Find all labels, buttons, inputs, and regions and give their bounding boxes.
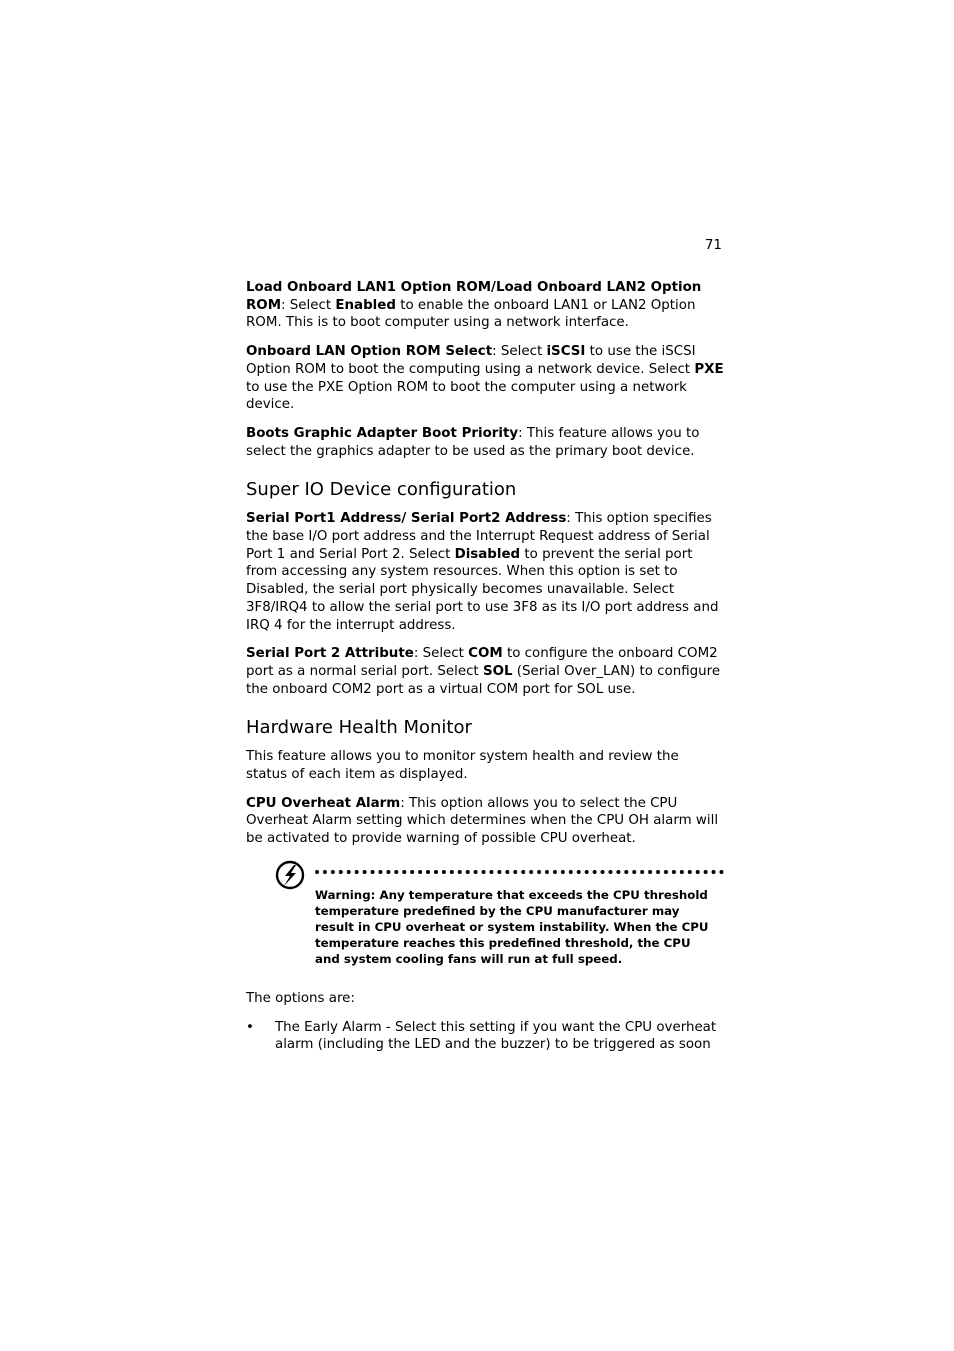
keyword-disabled: Disabled — [454, 546, 521, 562]
paragraph-lan-option-rom: Load Onboard LAN1 Option ROM/Load Onboard LAN2 Option ROM: Select Enabled to enable the onboard LAN1 or LAN2 Option ROM. This is to boot computer using a network interface. — [246, 280, 702, 331]
keyword-enabled: Enabled — [335, 297, 396, 313]
bullet: • — [246, 1019, 254, 1035]
list-item — [246, 1019, 724, 1054]
heading-hardware-health-monitor: Hardware Health Monitor — [246, 717, 472, 739]
page-number: 71 — [704, 237, 722, 253]
warning-text: Warning: Any temperature that exceeds the CPU threshold temperature predefined by the CPU manufacturer may result in CPU overheat or system instability. When the CPU temperature reaches this predefined threshold, the CPU and system cooling fans will run at full speed. — [315, 887, 709, 966]
options-list — [246, 1019, 724, 1054]
paragraph-graphic-adapter: Boots Graphic Adapter Boot Priority: This feature allows you to select the graphics adapter to be used as the primary boot device. — [246, 425, 700, 459]
term-lan-option-rom-select: Onboard LAN Option ROM Select — [246, 344, 493, 360]
term-serial-address: Serial Port1 Address/ Serial Port2 Address — [246, 511, 567, 527]
warning-bolt-icon — [275, 860, 305, 890]
paragraph-cpu-alarm: CPU Overheat Alarm: This option allows you to select the CPU Overheat Alarm setting which determines when the CPU OH alarm will be activated to provide warning of possible CPU overheat. — [246, 795, 719, 847]
paragraph-serial-address: Serial Port1 Address/ Serial Port2 Address: This option specifies the base I/O port address and the Interrupt Request address of Serial Port 1 and Serial Port 2. Select Disabled to prevent the serial port from accessing any system resources. When this option is set to Disabled, the serial port physically becomes unavailable. Select 3F8/IRQ4 to allow the serial port to use 3F8 as its I/O port address and IRQ 4 for the interrupt address. — [246, 511, 719, 633]
keyword-com: COM — [468, 646, 503, 662]
term-cpu-alarm: CPU Overheat Alarm — [246, 795, 401, 811]
term-lan-option-rom: Load Onboard LAN1 Option ROM/Load Onboard LAN2 Option ROM — [246, 280, 702, 313]
term-serial-attribute: Serial Port 2 Attribute — [246, 646, 414, 662]
page-content — [246, 279, 724, 1054]
keyword-pxe: PXE — [694, 361, 724, 377]
paragraph-lan-option-rom-select: Onboard LAN Option ROM Select: Select iSCSI to use the iSCSI Option ROM to boot the computing using a network device. Select PXE to use the PXE Option ROM to boot the computer using a network device. — [246, 344, 724, 413]
keyword-iscsi: iSCSI — [546, 344, 586, 360]
term-graphic-adapter: Boots Graphic Adapter Boot Priority — [246, 425, 519, 441]
keyword-sol: SOL — [482, 663, 513, 679]
paragraph-serial-attribute: Serial Port 2 Attribute: Select COM to configure the onboard COM2 port as a normal serial port. Select SOL (Serial Over_LAN) to configure the onboard COM2 port as a virtual COM port for SOL use. — [246, 646, 721, 697]
dotted-rule — [315, 870, 724, 874]
warning-callout — [246, 860, 724, 978]
paragraph-options-intro: The options are: — [246, 990, 355, 1006]
paragraph-hw-monitor-intro: This feature allows you to monitor system health and review the status of each item as displayed. — [246, 749, 679, 783]
heading-super-io: Super IO Device configuration — [246, 479, 517, 501]
list-item-text: The Early Alarm - Select this setting if you want the CPU overheat alarm (including the LED and the buzzer) to be triggered as soon — [275, 1019, 717, 1053]
